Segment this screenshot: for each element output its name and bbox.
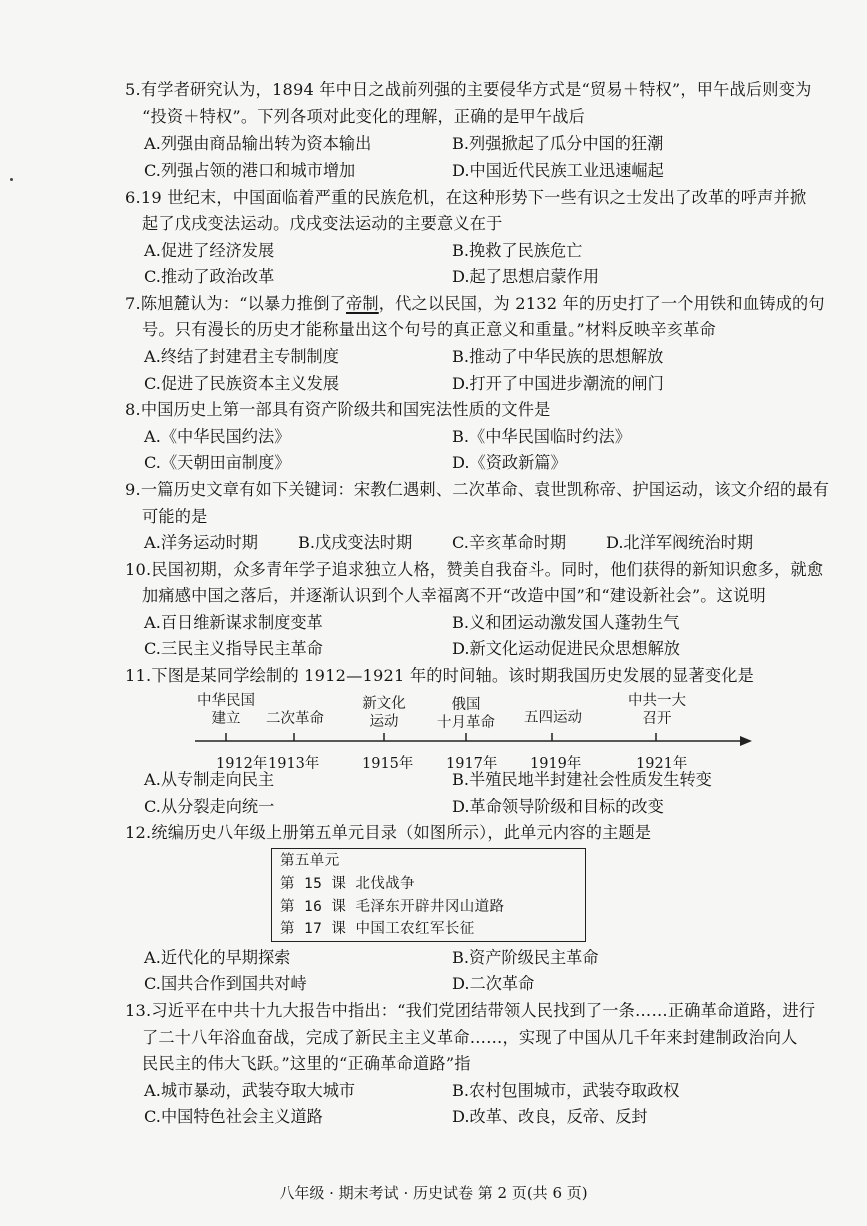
timeline-year: 1912年 <box>216 756 268 772</box>
timeline-year: 1919年 <box>530 756 582 772</box>
timeline-event-label: 二次革命 <box>266 711 324 727</box>
timeline-event-label: 中共一大 <box>628 693 686 709</box>
timeline-year: 1921年 <box>636 756 688 772</box>
q12-option-d: D.二次革命 <box>452 974 535 993</box>
timeline-year: 1913年 <box>268 756 320 772</box>
q7-option-a: A.终结了封建君主专制制度 <box>144 347 339 366</box>
lesson-item: 第 15 课 北伐战争 <box>280 876 416 892</box>
q6-option-b: B.挽救了民族危亡 <box>452 241 583 260</box>
q13-stem-line-1: 13.习近平在中共十九大报告中指出：“我们党团结带领人民找到了一条……正确革命道路，进行 <box>125 1001 816 1020</box>
timeline-event-label: 召开 <box>642 711 672 727</box>
q10-option-a: A.百日维新谋求制度变革 <box>144 613 323 632</box>
q6-option-c: C.推动了政治改革 <box>144 267 275 286</box>
q8-stem-line-1: 8.中国历史上第一部具有资产阶级共和国宪法性质的文件是 <box>125 400 551 419</box>
timeline-year: 1917年 <box>446 756 498 772</box>
timeline-event-label: 中华民国 <box>197 693 255 709</box>
timeline-event-label: 十月革命 <box>437 715 495 731</box>
q10-option-b: B.义和团运动激发国人蓬勃生气 <box>452 613 680 632</box>
q11-option-c: C.从分裂走向统一 <box>144 797 275 816</box>
q7-option-c: C.促进了民族资本主义发展 <box>144 374 340 393</box>
q13-stem-line-3: 民民主的伟大飞跃。”这里的“正确革命道路”指 <box>142 1054 471 1073</box>
unit-title: 第五单元 <box>280 853 340 869</box>
timeline-event <box>192 692 260 728</box>
q5-option-b: B.列强掀起了瓜分中国的狂潮 <box>452 134 664 153</box>
q9-option-c: C.辛亥革命时期 <box>452 533 567 552</box>
q11-stem-line-1: 11.下图是某同学绘制的 1912—1921 年的时间轴。该时期我国历史发展的显著变化是 <box>125 666 755 685</box>
q7-stem-line-1 <box>125 291 837 317</box>
q12-stem-line-1: 12.统编历史八年级上册第五单元目录（如图所示），此单元内容的主题是 <box>125 823 652 842</box>
q5-option-c: C.列强占领的港口和城市增加 <box>144 161 356 180</box>
q8-option-d: D.《资政新篇》 <box>452 453 567 472</box>
timeline-figure <box>190 692 760 777</box>
timeline-event <box>622 692 692 728</box>
q8-option-b: B.《中华民国临时约法》 <box>452 427 631 446</box>
q5-option-d: D.中国近代民族工业迅速崛起 <box>452 161 664 180</box>
q10-option-d: D.新文化运动促进民众思想解放 <box>452 639 680 658</box>
page-footer: 八年级 · 期末考试 · 历史试卷 第 2 页(共 6 页) <box>279 1184 588 1202</box>
q8-option-a: A.《中华民国约法》 <box>144 427 291 446</box>
q11-option-a: A.从专制走向民主 <box>144 770 275 789</box>
q6-option-a: A.促进了经济发展 <box>144 241 275 260</box>
timeline-event <box>356 695 412 731</box>
timeline-year: 1915年 <box>362 756 414 772</box>
q9-stem-line-2: 可能的是 <box>142 507 208 526</box>
q7-stem-part-1: 7.陈旭麓认为：“以暴力推倒了 <box>125 294 346 313</box>
lesson-item: 第 16 课 毛泽东开辟井冈山道路 <box>280 899 505 915</box>
q5-option-a: A.列强由商品输出转为资本输出 <box>144 134 372 153</box>
timeline-event-label: 俄国 <box>451 697 481 713</box>
scan-dot <box>10 178 13 181</box>
q13-stem-line-2: 了二十八年浴血奋战，完成了新民主主义革命……，实现了中国从几千年来封建制政治向人 <box>142 1028 798 1047</box>
q9-option-d: D.北洋军阀统治时期 <box>606 533 754 552</box>
q9-option-b: B.戊戌变法时期 <box>298 533 413 552</box>
timeline-event-label: 运动 <box>369 714 399 730</box>
lesson-item: 第 17 课 中国工农红军长征 <box>280 921 475 937</box>
q5-stem-line-1: 5.有学者研究认为，1894 年中日之战前列强的主要侵华方式是“贸易＋特权”，甲午战后则变为 <box>125 80 812 99</box>
q9-stem-line-1: 9.一篇历史文章有如下关键词：宋教仁遇刺、二次革命、袁世凯称帝、护国运动，该文介绍的最有 <box>125 480 830 499</box>
timeline-event <box>430 696 502 732</box>
timeline-event-label: 建立 <box>211 711 241 727</box>
q7-stem-part-2: ，代之以民国，为 2132 年的历史打了一个用铁和血铸成的句 <box>378 294 825 313</box>
q11-option-d: D.革命领导阶级和目标的改变 <box>452 797 664 816</box>
timeline-event <box>518 709 588 727</box>
q12-option-a: A.近代化的早期探索 <box>144 948 291 967</box>
timeline-event <box>260 710 330 728</box>
q13-option-c: C.中国特色社会主义道路 <box>144 1107 323 1126</box>
q7-option-d: D.打开了中国进步潮流的闸门 <box>452 374 664 393</box>
timeline-event-label: 五四运动 <box>524 710 582 726</box>
q10-option-c: C.三民主义指导民主革命 <box>144 639 323 658</box>
q13-option-d: D.改革、改良，反帝、反封 <box>452 1107 648 1126</box>
q12-option-c: C.国共合作到国共对峙 <box>144 974 307 993</box>
timeline-arrow-icon <box>740 736 752 746</box>
q7-option-b: B.推动了中华民族的思想解放 <box>452 347 664 366</box>
q9-option-a: A.洋务运动时期 <box>144 533 258 552</box>
q10-stem-line-1: 10.民国初期，众多青年学子追求独立人格，赞美自我奋斗。同时，他们获得的新知识愈多，就愈 <box>125 560 824 579</box>
q10-stem-line-2: 加痛感中国之落后，并逐渐认识到个人幸福离不开“改造中国”和“建设新社会”。这说明 <box>142 586 766 605</box>
q13-option-b: B.农村包围城市，武装夺取政权 <box>452 1081 680 1100</box>
q7-stem-line-2: 号。只有漫长的历史才能称量出这个句号的真正意义和重量。”材料反映辛亥革命 <box>142 320 716 339</box>
q11-option-b: B.半殖民地半封建社会性质发生转变 <box>452 770 712 789</box>
q13-option-a: A.城市暴动，武装夺取大城市 <box>144 1081 356 1100</box>
q6-stem-line-1: 6.19 世纪末，中国面临着严重的民族危机，在这种形势下一些有识之士发出了改革的呼声并掀 <box>125 188 807 207</box>
q12-option-b: B.资产阶级民主革命 <box>452 948 599 967</box>
q6-option-d: D.起了思想启蒙作用 <box>452 267 600 286</box>
timeline-event-label: 新文化 <box>362 696 406 712</box>
q6-stem-line-2: 起了戊戌变法运动。戊戌变法运动的主要意义在于 <box>142 214 503 233</box>
q5-stem-line-2: “投资＋特权”。下列各项对此变化的理解，正确的是甲午战后 <box>142 107 586 126</box>
unit-contents-box <box>271 848 586 942</box>
q8-option-c: C.《天朝田亩制度》 <box>144 453 291 472</box>
q7-underlined-word: 帝制 <box>345 294 379 313</box>
